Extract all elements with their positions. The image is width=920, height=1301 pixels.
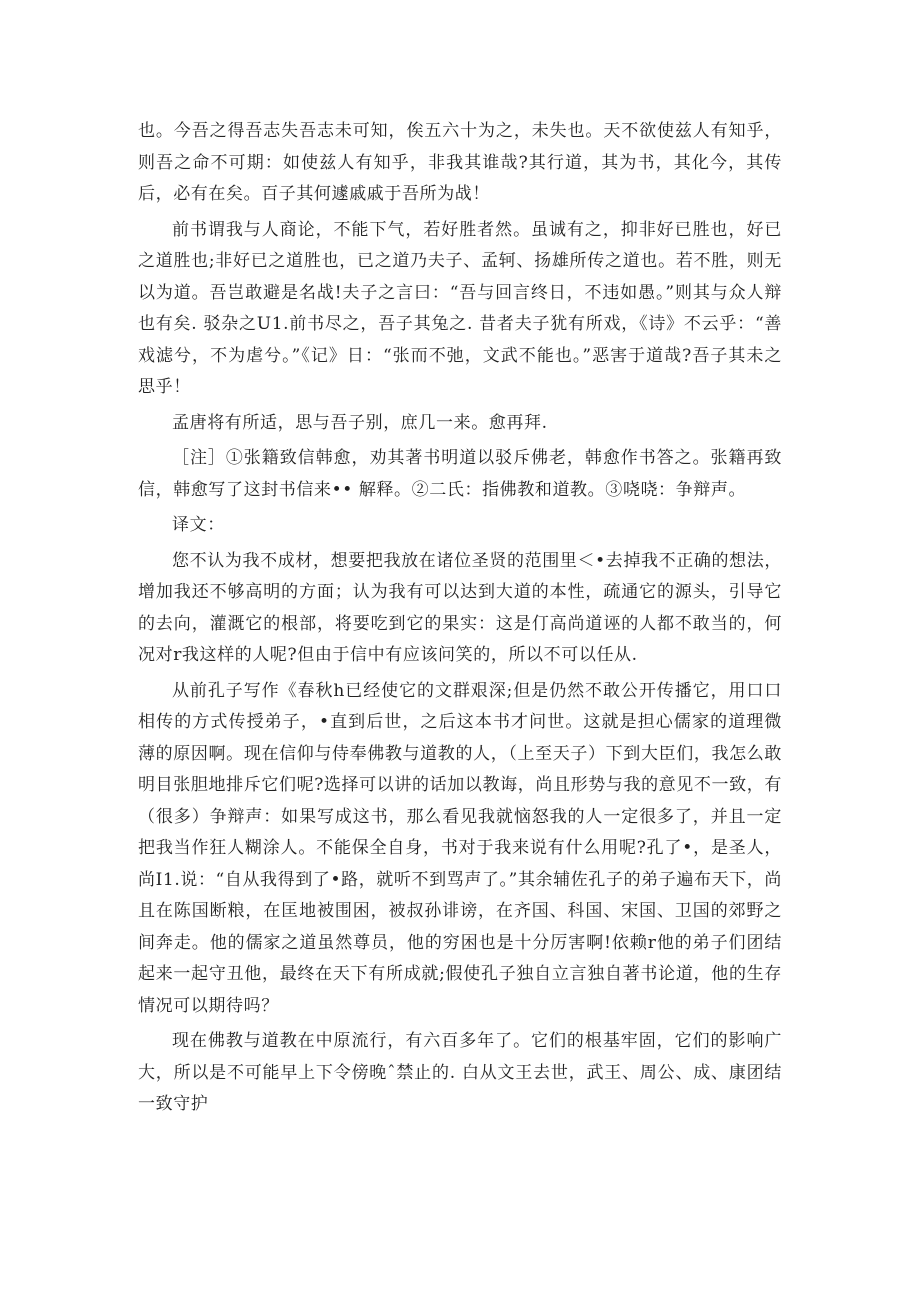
paragraph-1: 也。今吾之得吾志失吾志未可知，俟五六十为之，未失也。天不欲使兹人有知乎，则吾之命不可期：如使兹人有知乎，非我其谁哉?其行道，其为书，其化今，其传后，必有在矣。百子其何遽戚戚于吾所为战！ bbox=[138, 121, 782, 204]
translation-heading: 译文： bbox=[172, 515, 225, 535]
translation-paragraph-1: 您不认为我不成材，想要把我放在诸位圣贤的范围里＜•去掉我不正确的想法，增加我还不够高明的方面；认为我有可以达到大道的本性，疏通它的源头，引导它的去向，灌溉它的根部，将要吃到它的果实：这是仃高尚道诬的人都不敢当的，何况对r我这样的人呢?但由于信中有应该问笑的，所以不可以任从. bbox=[138, 550, 782, 665]
translation-paragraph-2: 从前孔子写作《春秋h已经使它的文群艰深;但是仍然不敢公开传播它，用口口相传的方式传授弟子，•直到后世，之后这本书才问世。这就是担心儒家的道理微薄的原因啊。现在信仰与侍奉佛教与道教的人，（上至天子）下到大臣们，我怎么敢明目张胆地排斥它们呢?选择可以讲的话加以教诲，尚且形势与我的意见不一致，有（很多）争辩声：如果写成这书，那么看见我就恼怒我的人一定很多了，并且一定把我当作狂人糊涂人。不能保全自身，书对于我来说有什么用呢?孔了•，是圣人，尚I1.说：“自从我得到了•路，就听不到骂声了。”其余辅佐孔子的弟子遍布天下，尚且在陈国断粮，在匡地被围困，被叔孙诽谤，在齐国、科国、宋国、卫国的郊野之间奔走。他的儒家之道虽然尊员，他的穷困也是十分厉害啊!依赖r他的弟子们团结起来一起守丑他，最终在天下有所成就;假使孔子独自立言独自著书论道，他的生存情况可以期待吗？ bbox=[138, 680, 782, 1016]
paragraph-3: 孟唐将有所适，思与吾子别，庶几一来。愈再拜. bbox=[172, 412, 548, 433]
paragraph-2: 前书谓我与人商论，不能下气，若好胜者然。虽诚有之，抑非好已胜也，好已之道胜也;非好已之道胜也，已之道乃夫子、孟轲、扬雄所传之道也。若不胜，则无以为道。吾岂敢避是名战!夫子之言曰：“吾与回言终日，不违如愚。”则其与众人辩也有矣. 驳杂之U1.前书尽之，吾子其兔之. 昔者夫子犹有所戏，《诗》不云乎：“善戏滤兮，不为虐兮。”《记》日：“张而不弛，文武不能也。”恶害于道哉?吾子其未之思乎！ bbox=[138, 219, 782, 397]
translation-paragraph-3: 现在佛教与道教在中原流行，有六百多年了。它们的根基牢固，它们的影响广大，所以是不可能早上下令傍晚ˆ禁止的. 白从文王去世，武王、周公、成、康团结一致守护 bbox=[138, 1031, 782, 1114]
paragraph-note: ［注］①张籍致信韩愈，劝其著书明道以驳斥佛老，韩愈作书答之。张籍再致信，韩愈写了这封书信来•• 解释。②二氏：指佛教和道教。③哓哓：争辩声。 bbox=[138, 448, 782, 500]
document-body bbox=[138, 116, 782, 1121]
